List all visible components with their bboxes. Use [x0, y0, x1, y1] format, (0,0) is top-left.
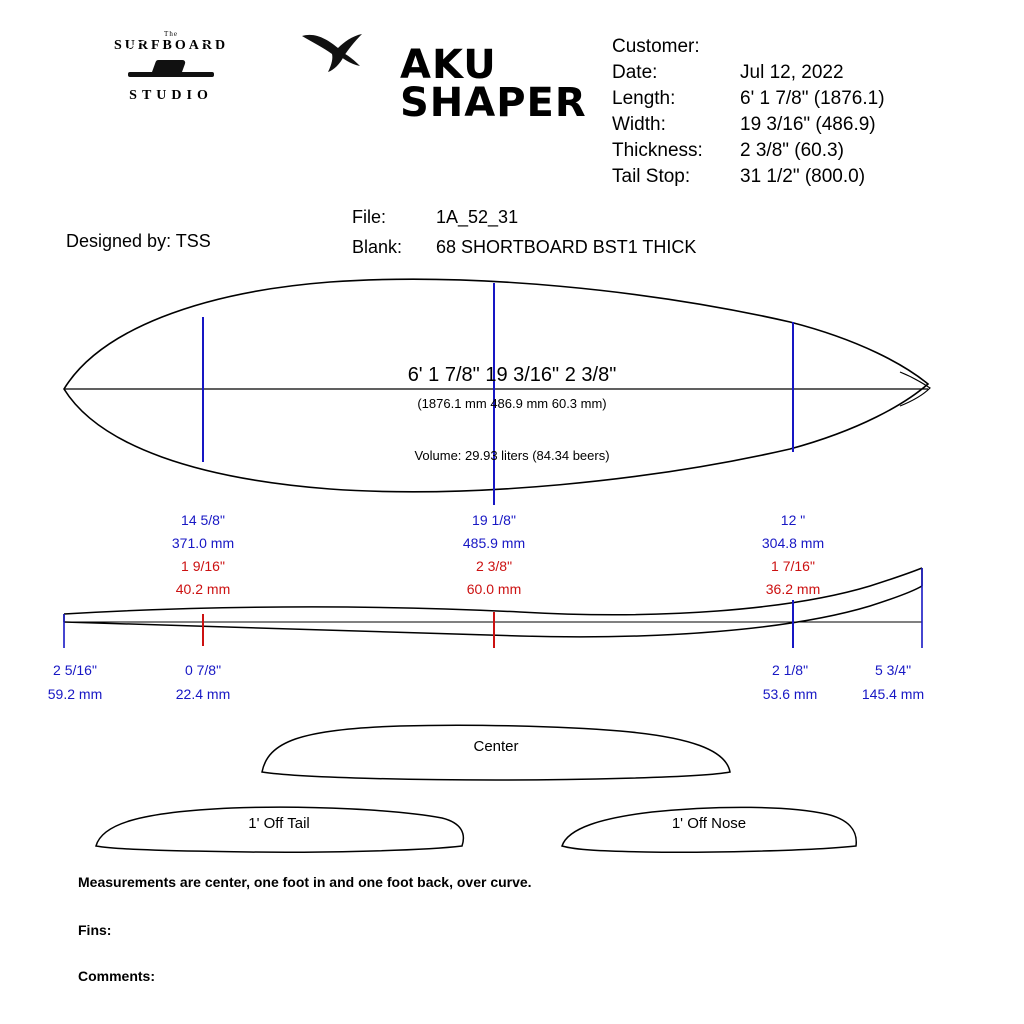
station-center-width-mm: 485.9 mm	[462, 535, 526, 551]
station-tail-width-in: 14 5/8"	[181, 512, 225, 528]
template-label-off-tail: 1' Off Tail	[248, 815, 310, 832]
station-center-thickness-mm: 60.0 mm	[466, 581, 522, 597]
rocker-tailstation-dims	[148, 662, 258, 702]
rocker-nosestation-in: 2 1/8"	[771, 662, 809, 678]
station-nose-thickness-in: 1 7/16"	[771, 558, 815, 574]
rocker-tailtip-in: 2 5/16"	[53, 662, 97, 678]
station-nose-thickness-mm: 36.2 mm	[765, 581, 821, 597]
rocker-tailstation-mm: 22.4 mm	[175, 686, 231, 702]
file-label: File:	[352, 207, 387, 227]
station-center-thickness-in: 2 3/8"	[475, 558, 513, 574]
rocker-nosestation-dims	[735, 662, 845, 702]
spec-value-date: Jul 12, 2022	[740, 62, 844, 83]
outline-plan-view	[64, 279, 930, 505]
rocker-tailstation-in: 0 7/8"	[184, 662, 222, 678]
rocker-nosetip-dims	[838, 662, 948, 702]
logo-bottom-text: STUDIO	[129, 88, 213, 103]
rocker-nosetip-in: 5 3/4"	[874, 662, 912, 678]
brand-line1: AKU	[400, 42, 497, 88]
spec-label-length: Length:	[612, 88, 676, 109]
station-nose-width-mm: 304.8 mm	[761, 535, 825, 551]
station-tail-thickness-in: 1 9/16"	[181, 558, 225, 574]
footnote-fins: Fins:	[78, 922, 112, 938]
brand-line2: SHAPER	[400, 80, 587, 126]
file-value: 1A_52_31	[436, 207, 519, 227]
station-tail-widths	[128, 512, 278, 597]
station-nose-width-in: 12 "	[780, 512, 806, 528]
spec-label-width: Width:	[612, 114, 666, 135]
rocker-nosetip-mm: 145.4 mm	[861, 686, 925, 702]
outline-volume-line: Volume: 29.93 liters (84.34 beers)	[414, 448, 610, 463]
logo-tiny-text: The	[164, 30, 178, 38]
spec-value-thickness: 2 3/8" (60.3)	[740, 140, 844, 161]
template-label-center: Center	[473, 738, 519, 755]
spec-label-tailstop: Tail Stop:	[612, 166, 691, 187]
station-tail-width-mm: 371.0 mm	[171, 535, 235, 551]
rocker-nosestation-mm: 53.6 mm	[762, 686, 818, 702]
spec-label-date: Date:	[612, 62, 658, 83]
designed-by-label: Designed by: TSS	[66, 231, 211, 251]
outline-dimensions-line: 6' 1 7/8" 19 3/16" 2 3/8"	[407, 364, 617, 386]
outline-metric-line: (1876.1 mm 486.9 mm 60.3 mm)	[417, 396, 607, 411]
rocker-tailtip-dims	[20, 662, 130, 702]
spec-value-width: 19 3/16" (486.9)	[740, 114, 876, 135]
footnote-comments: Comments:	[78, 968, 156, 984]
template-label-off-nose: 1' Off Nose	[671, 815, 747, 832]
station-center-width-in: 19 1/8"	[472, 512, 516, 528]
spec-value-length: 6' 1 7/8" (1876.1)	[740, 88, 885, 109]
footnote-measurements: Measurements are center, one foot in and one foot back, over curve.	[78, 874, 532, 890]
spec-value-tailstop: 31 1/2" (800.0)	[740, 166, 866, 187]
blank-value: 68 SHORTBOARD BST1 THICK	[436, 237, 697, 257]
station-tail-thickness-mm: 40.2 mm	[175, 581, 231, 597]
station-center-widths	[419, 512, 569, 597]
rocker-tailtip-mm: 59.2 mm	[47, 686, 103, 702]
logo-top-text: SURFBOARD	[113, 38, 229, 53]
station-nose-widths	[718, 512, 868, 597]
blank-label: Blank:	[352, 237, 403, 257]
spec-label-customer: Customer:	[612, 36, 700, 57]
spec-label-thickness: Thickness:	[612, 140, 703, 161]
